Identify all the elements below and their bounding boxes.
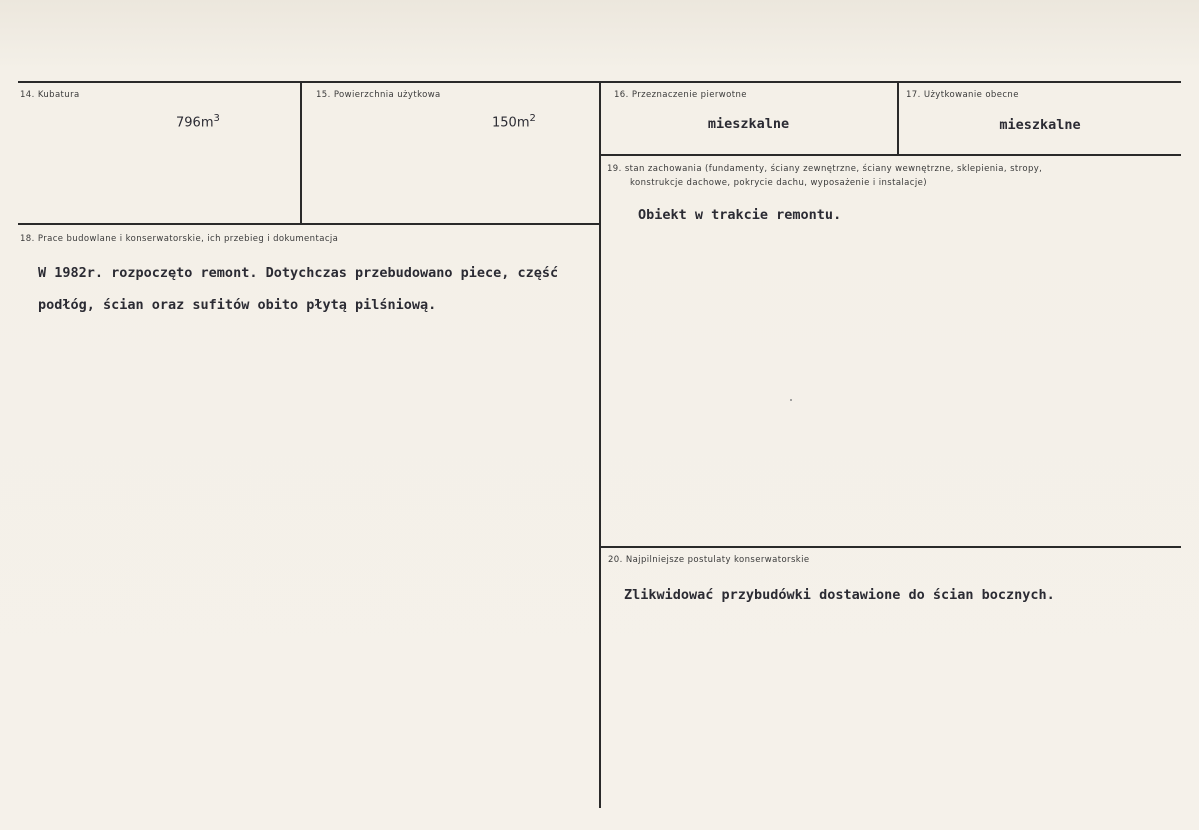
field-16-value: mieszkalne (707, 116, 790, 132)
row1-left-rule (18, 223, 600, 225)
field-18-label: 18. Prace budowlane i konserwatorskie, ich przebieg i dokumentacja (20, 234, 339, 244)
section20-rule (600, 546, 1181, 548)
field-14-number: 796m (176, 115, 214, 131)
row1-right-rule (600, 154, 1181, 156)
center-divider (599, 83, 601, 808)
field-20-label: 20. Najpilniejsze postulaty konserwatorskie (608, 555, 810, 565)
field-15-value (492, 113, 536, 130)
field-16-label: 16. Przeznaczenie pierwotne (614, 90, 747, 100)
field-18-line-2: podłóg, ścian oraz sufitów obito płytą pilśniową. (38, 297, 437, 313)
divider-14-15 (300, 83, 302, 225)
paper-speck (790, 399, 792, 401)
field-18-line-1: W 1982r. rozpoczęto remont. Dotychczas przebudowano piece, część (38, 265, 559, 281)
field-15-label: 15. Powierzchnia użytkowa (316, 90, 441, 100)
field-14-unit-exponent: 3 (213, 113, 220, 124)
field-17-label: 17. Użytkowanie obecne (906, 90, 1019, 100)
field-15-number: 150m (492, 115, 530, 131)
field-15-unit-exponent: 2 (529, 113, 536, 124)
field-20-value: Zlikwidować przybudówki dostawione do ścian bocznych. (624, 587, 1055, 603)
field-19-label-line-1: 19. stan zachowania (fundamenty, ściany zewnętrzne, ściany wewnętrzne, sklepienia, stropy, (607, 164, 1043, 174)
field-19-value: Obiekt w trakcie remontu. (638, 207, 842, 223)
field-17-value: mieszkalne (999, 117, 1081, 133)
field-14-label: 14. Kubatura (20, 90, 80, 100)
field-14-value (176, 113, 220, 130)
field-19-label-line-2: konstrukcje dachowe, pokrycie dachu, wyposażenie i instalacje) (630, 178, 927, 188)
